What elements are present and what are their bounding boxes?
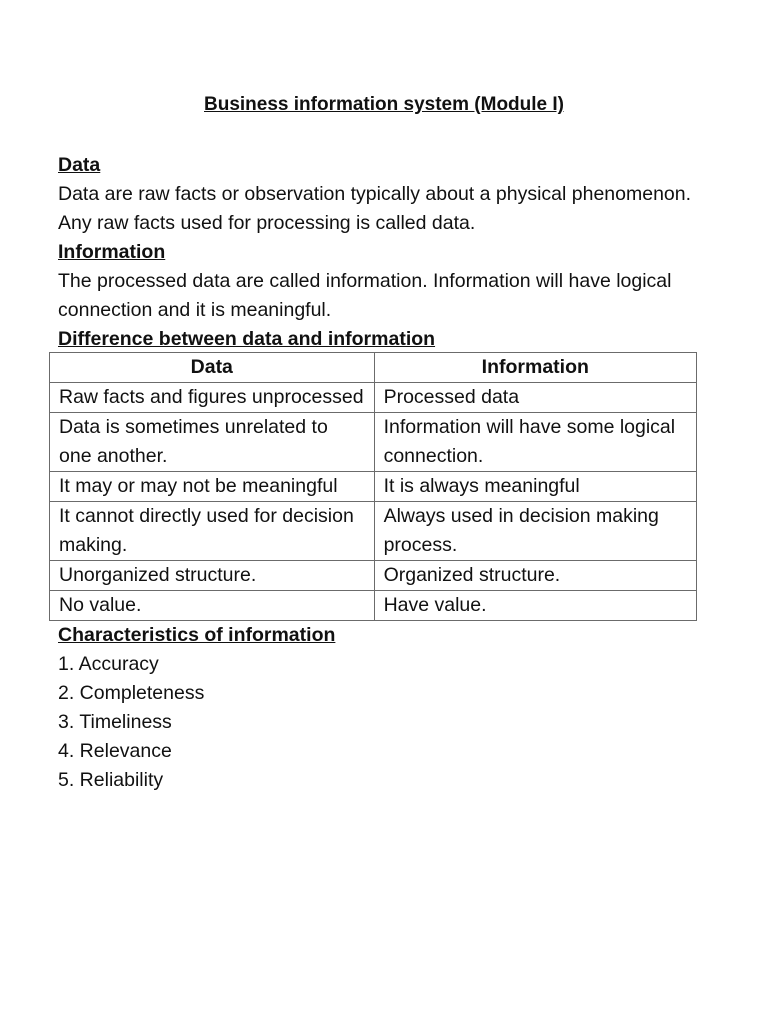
table-cell-information: Information will have some logical connection. <box>374 413 696 472</box>
data-definition: Data are raw facts or observation typically about a physical phenomenon. Any raw facts used for processing is called data. <box>58 183 692 234</box>
characteristics-heading: Characteristics of information <box>58 624 336 646</box>
difference-table <box>49 352 697 621</box>
information-definition: The processed data are called information. Information will have logical connection and it is meaningful. <box>58 270 672 321</box>
list-item: 5. Reliability <box>58 769 164 791</box>
list-item: 2. Completeness <box>58 682 205 704</box>
list-item: 3. Timeliness <box>58 711 172 733</box>
table-header-row <box>50 353 697 383</box>
data-heading: Data <box>58 154 101 176</box>
table-cell-data: Unorganized structure. <box>50 561 375 591</box>
information-heading: Information <box>58 241 166 263</box>
page-title: Business information system (Module I) <box>204 94 564 115</box>
document-body <box>58 151 708 795</box>
table-row <box>50 502 697 561</box>
column-header-information: Information <box>374 353 696 383</box>
table-cell-data: No value. <box>50 591 375 621</box>
table-cell-information: Have value. <box>374 591 696 621</box>
table-row <box>50 561 697 591</box>
column-header-data: Data <box>50 353 375 383</box>
table-cell-information: Always used in decision making process. <box>374 502 696 561</box>
table-row <box>50 591 697 621</box>
table-row <box>50 472 697 502</box>
characteristics-list <box>58 650 708 795</box>
table-cell-information: Processed data <box>374 383 696 413</box>
list-item: 1. Accuracy <box>58 653 159 675</box>
table-cell-information: Organized structure. <box>374 561 696 591</box>
table-cell-data: Raw facts and figures unprocessed <box>50 383 375 413</box>
difference-heading: Difference between data and information <box>58 328 436 350</box>
list-item: 4. Relevance <box>58 740 172 762</box>
table-cell-information: It is always meaningful <box>374 472 696 502</box>
table-row <box>50 413 697 472</box>
table-cell-data: It cannot directly used for decision making. <box>50 502 375 561</box>
table-cell-data: Data is sometimes unrelated to one another. <box>50 413 375 472</box>
table-row <box>50 383 697 413</box>
table-cell-data: It may or may not be meaningful <box>50 472 375 502</box>
